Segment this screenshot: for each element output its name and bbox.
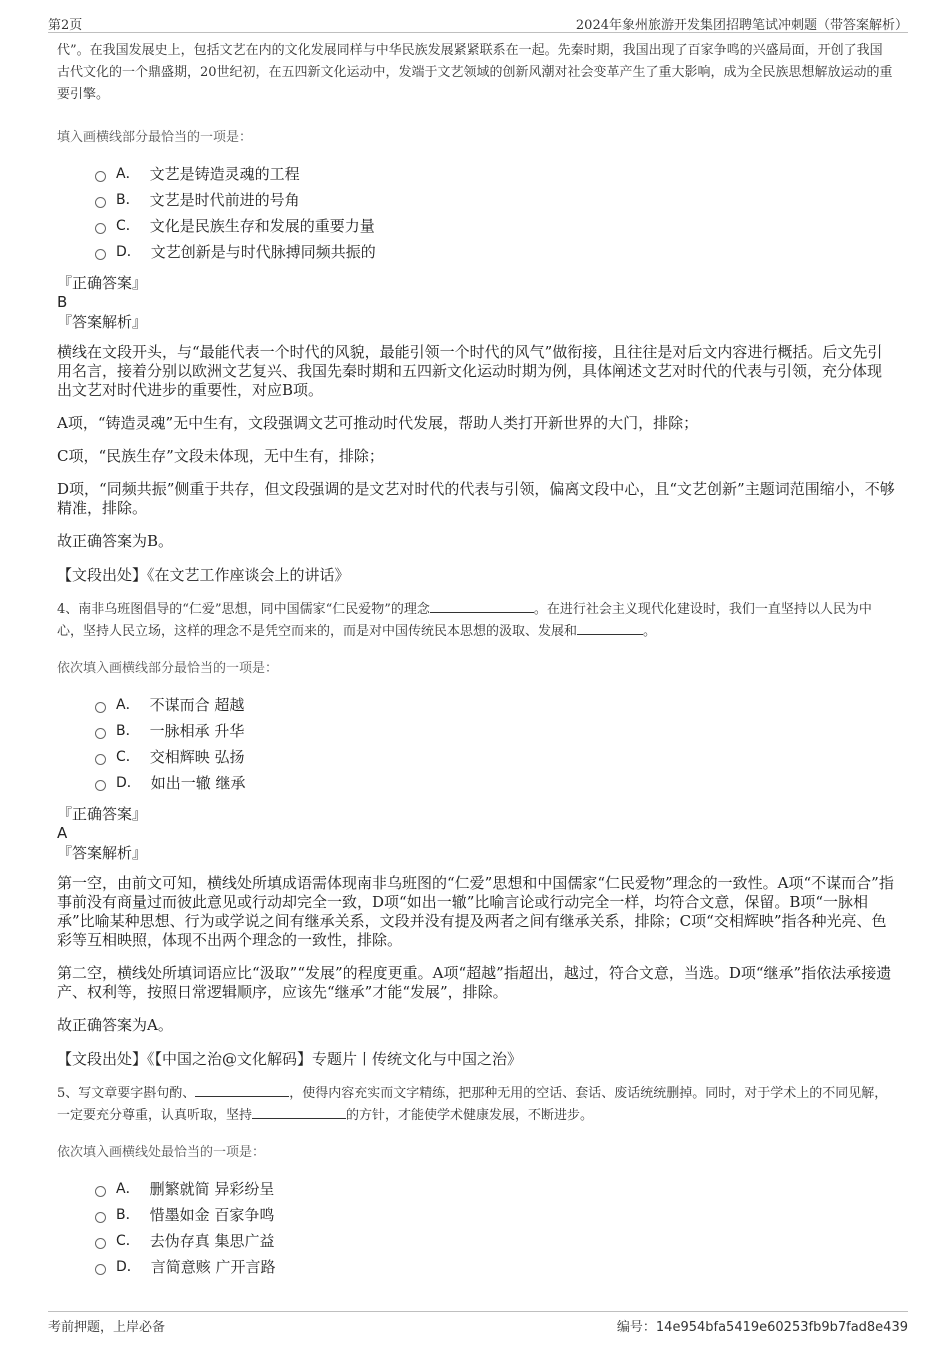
q5-stem: 5、写文章要字斟句酌、 ，使得内容充实而文字精练，把那种无用的空话、套话、废话统统删掉。同时，对于学术上的不同见解，一定要充分尊重，认真听取，坚持 的方针，才能使学术健康发展，不断进步。 (57, 1086, 888, 1123)
radio-icon[interactable] (95, 702, 106, 713)
q5-options (95, 1176, 895, 1280)
q3-explain-label: 『答案解析』 (57, 313, 148, 331)
radio-icon[interactable] (95, 1212, 106, 1223)
q3-answer-label: 『正确答案』 (57, 274, 148, 292)
q4-blank-1 (430, 600, 534, 613)
q3-explain-5: 故正确答案为B。 (57, 532, 174, 550)
q3-option-c[interactable]: C． 文化是民族生存和发展的重要力量 (95, 213, 895, 239)
q5-hint: 依次填入画横线处最恰当的一项是： (57, 1145, 266, 1160)
q4-explain-1: 第一空，由前文可知，横线处所填成语需体现南非乌班图的“仁爱”思想和中国儒家“仁民爱物”理念的一致性。A项“不谋而合”指事前没有商量过而彼此意见或行动却完全一致，D项“如出一辙”比喻言论或行动完全一样，均符合文意，保留。B项“一脉相承”比喻某种思想、行为或学说之间有继承关系，文段并没有提及两者之间有继承关系，排除；C项“交相辉映”指各种光亮、色彩等互相映照，体现不出两个理念的一致性，排除。 (57, 874, 894, 949)
q5-option-a[interactable]: A． 删繁就简 异彩纷呈 (95, 1176, 895, 1202)
page-number: 第2页 (48, 18, 83, 33)
q3-explain-4: D项，“同频共振”侧重于共存，但文段强调的是文艺对时代的代表与引领，偏离文段中心，且“文艺创新”主题词范围缩小，不够精准，排除。 (57, 480, 895, 517)
q3-options (95, 161, 895, 265)
q3-answer: B (57, 293, 68, 311)
footer-code: 编号：14e954bfa5419e60253fb9b7fad8e439 (616, 1320, 908, 1335)
q4-explain-2: 第二空，横线处所填词语应比“汲取”“发展”的程度更重。A项“超越”指超出，越过，符合文意，当选。D项“继承”指依法承接遗产、权利等，按照日常逻辑顺序，应该先“继承”才能“发展”，排除。 (57, 964, 892, 1001)
document-title: 2024年象州旅游开发集团招聘笔试冲刺题（带答案解析） (575, 18, 908, 33)
radio-icon[interactable] (95, 171, 106, 182)
q4-explain-label: 『答案解析』 (57, 844, 148, 862)
q3-explain-2: A项，“铸造灵魂”无中生有，文段强调文艺可推动时代发展，帮助人类打开新世界的大门，排除； (57, 414, 699, 432)
q5-blank-1 (195, 1084, 289, 1097)
q3-option-d[interactable]: D． 文艺创新是与时代脉搏同频共振的 (95, 239, 895, 265)
q4-option-c[interactable]: C． 交相辉映 弘扬 (95, 744, 895, 770)
q4-source: 【文段出处】《【中国之治@文化解码】专题片丨传统文化与中国之治》 (57, 1050, 523, 1068)
q3-explain-3: C项，“民族生存”文段未体现，无中生有，排除； (57, 447, 384, 465)
q4-blank-2 (577, 622, 643, 635)
q3-stem-tail: 代”。在我国发展史上，包括文艺在内的文化发展同样与中华民族发展紧紧联系在一起。先秦时期，我国出现了百家争鸣的兴盛局面，开创了我国古代文化的一个鼎盛期，20世纪初，在五四新文化运动中，发端于文艺领域的创新风潮对社会变革产生了重大影响，成为全民族思想解放运动的重要引擎。 (57, 43, 893, 102)
radio-icon[interactable] (95, 249, 106, 260)
footer-slogan: 考前押题，上岸必备 (48, 1320, 166, 1335)
radio-icon[interactable] (95, 1264, 106, 1275)
q4-answer-label: 『正确答案』 (57, 805, 148, 823)
q3-explain-1: 横线在文段开头，与“最能代表一个时代的风貌，最能引领一个时代的风气”做衔接，且往往是对后文内容进行概括。后文先引用名言，接着分别以欧洲文艺复兴、我国先秦时期和五四新文化运动时期为例，具体阐述文艺对时代的代表与引领，充分体现出文艺对时代进步的重要性，对应B项。 (57, 343, 883, 399)
radio-icon[interactable] (95, 728, 106, 739)
radio-icon[interactable] (95, 223, 106, 234)
q4-stem: 4、南非乌班图倡导的“仁爱”思想，同中国儒家“仁民爱物”的理念 。在进行社会主义现代化建设时，我们一直坚持以人民为中心，坚持人民立场，这样的理念不是凭空而来的，而是对中国传统民本思想的汲取、发展和 。 (57, 602, 872, 639)
q5-option-c[interactable]: C． 去伪存真 集思广益 (95, 1228, 895, 1254)
main-content (57, 40, 895, 1288)
q3-option-a[interactable]: A． 文艺是铸造灵魂的工程 (95, 161, 895, 187)
radio-icon[interactable] (95, 1238, 106, 1249)
q4-option-b[interactable]: B． 一脉相承 升华 (95, 718, 895, 744)
radio-icon[interactable] (95, 754, 106, 765)
q3-source: 【文段出处】《在文艺工作座谈会上的讲话》 (57, 566, 350, 584)
radio-icon[interactable] (95, 197, 106, 208)
q4-option-d[interactable]: D． 如出一辙 继承 (95, 770, 895, 796)
radio-icon[interactable] (95, 1186, 106, 1197)
page-header (48, 10, 908, 33)
q5-option-b[interactable]: B． 惜墨如金 百家争鸣 (95, 1202, 895, 1228)
page-footer (48, 1311, 908, 1336)
q5-option-d[interactable]: D． 言简意赅 广开言路 (95, 1254, 895, 1280)
q4-hint: 依次填入画横线部分最恰当的一项是： (57, 661, 279, 676)
q5-blank-2 (252, 1106, 346, 1119)
q3-hint: 填入画横线部分最恰当的一项是： (57, 130, 253, 145)
q4-options (95, 692, 895, 796)
radio-icon[interactable] (95, 780, 106, 791)
q4-answer: A (57, 824, 68, 842)
q4-explain-3: 故正确答案为A。 (57, 1016, 173, 1034)
q3-option-b[interactable]: B． 文艺是时代前进的号角 (95, 187, 895, 213)
q4-option-a[interactable]: A． 不谋而合 超越 (95, 692, 895, 718)
